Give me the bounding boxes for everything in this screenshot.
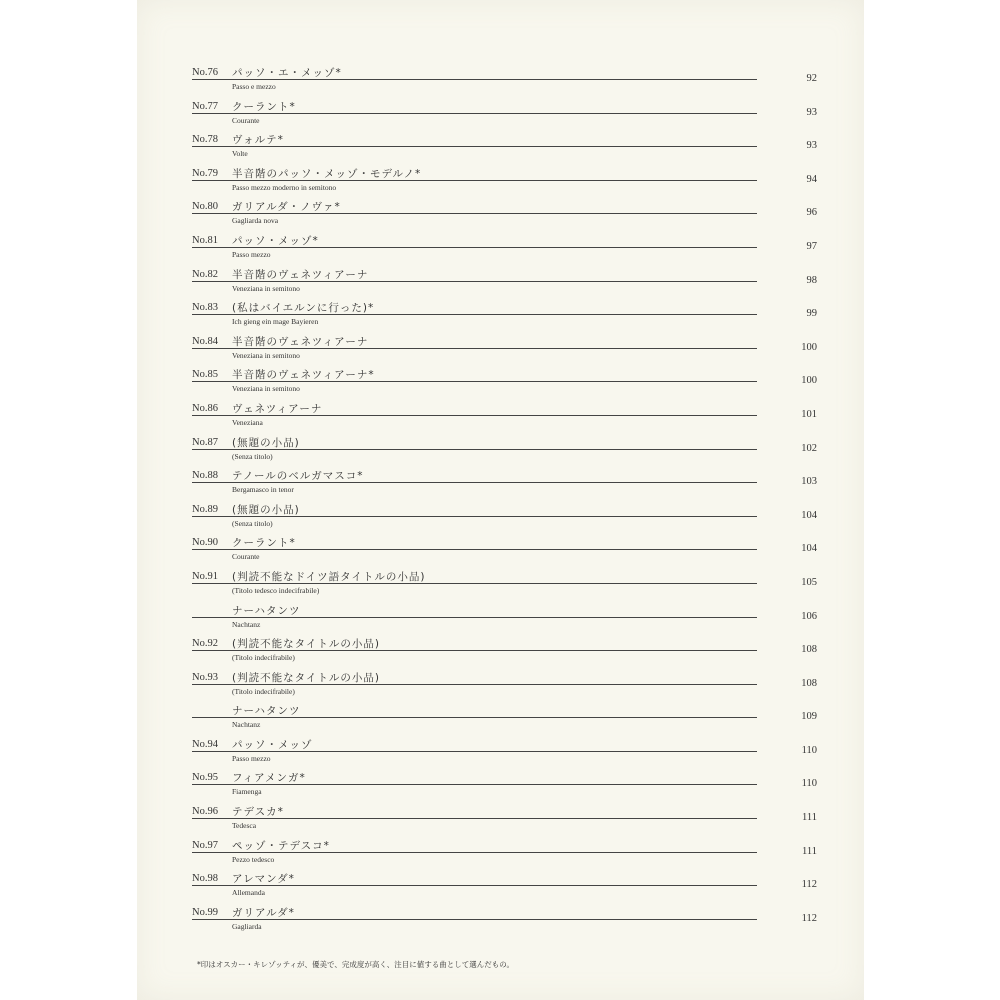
entry-title-original: Passo mezzo	[232, 753, 271, 763]
entry-title-ja: クーラント*	[232, 100, 296, 113]
entry-number: No.89	[192, 503, 218, 515]
entry-title-ja: (判読不能なドイツ語タイトルの小品)	[232, 570, 426, 583]
entry-number: No.78	[192, 134, 218, 146]
entry-page-number: 104	[801, 509, 817, 521]
entry-number: No.88	[192, 470, 218, 482]
entry-title-ja: (無題の小品)	[232, 503, 300, 516]
toc-entry	[192, 200, 817, 234]
toc-entry	[192, 133, 817, 167]
entry-title-original: (Senza titolo)	[232, 451, 273, 461]
entry-title-ja: パッソ・メッゾ	[232, 738, 313, 751]
entry-title-ja: ナーハタンツ	[232, 604, 301, 617]
entry-page-number: 105	[801, 576, 817, 588]
entry-page-number: 97	[806, 240, 817, 252]
entry-page-number: 106	[801, 610, 817, 622]
entry-number: No.98	[192, 873, 218, 885]
entry-number: No.76	[192, 67, 218, 78]
toc-entry	[192, 301, 817, 335]
entry-title-ja: 半音階のヴェネツィアーナ*	[232, 369, 375, 382]
entry-title-original: Allemanda	[232, 888, 265, 898]
entry-title-original: Nachtanz	[232, 619, 261, 629]
entry-number: No.91	[192, 570, 218, 582]
entry-title-ja: ガリアルダ・ノヴァ*	[232, 201, 341, 214]
entry-number: No.92	[192, 638, 218, 650]
entry-number: No.94	[192, 738, 218, 750]
entry-page-number: 99	[806, 308, 817, 320]
entry-page-number: 96	[806, 207, 817, 219]
entry-title-ja: 半音階のパッソ・メッゾ・モデルノ*	[232, 167, 422, 180]
entry-page-number: 108	[801, 677, 817, 689]
entry-number: No.97	[192, 839, 218, 851]
toc-entry	[192, 536, 817, 570]
entry-number: No.95	[192, 772, 218, 784]
entry-page-number: 109	[801, 711, 817, 723]
entry-title-original: Courante	[232, 552, 260, 562]
entry-number: No.77	[192, 100, 218, 112]
toc-entry	[192, 805, 817, 839]
entry-title-ja: ナーハタンツ	[232, 705, 301, 718]
footnote: *印はオスカー・キレゾッティが、優美で、完成度が高く、注目に値する曲として選んだもの。	[197, 960, 514, 969]
toc-entry	[192, 671, 817, 705]
toc-entry	[192, 906, 817, 940]
entry-number: No.86	[192, 402, 218, 414]
toc-entry	[192, 738, 817, 772]
entry-number: No.82	[192, 268, 218, 280]
toc-entry	[192, 66, 817, 100]
entry-number: No.81	[192, 234, 218, 246]
entry-title-original: (Titolo indecifrabile)	[232, 653, 295, 663]
entry-title-original: Nachtanz	[232, 720, 261, 730]
entry-page-number: 112	[801, 912, 817, 924]
toc-entry	[192, 503, 817, 537]
toc-entry	[192, 469, 817, 503]
entry-page-number: 110	[801, 778, 817, 790]
entry-page-number: 102	[801, 442, 817, 454]
entry-title-original: Courante	[232, 115, 260, 125]
entry-title-original: Fiamenga	[232, 787, 262, 797]
entry-page-number: 98	[806, 274, 817, 286]
entry-number: No.93	[192, 671, 218, 683]
toc-entry	[192, 839, 817, 873]
entry-title-ja: 半音階のヴェネツィアーナ	[232, 335, 369, 348]
entry-title-original: Tedesca	[232, 821, 257, 831]
entry-number: No.80	[192, 201, 218, 213]
toc-entry	[192, 167, 817, 201]
entry-title-original: Gagliarda	[232, 921, 262, 931]
entry-title-original: Veneziana in semitono	[232, 384, 300, 394]
toc-entry	[192, 771, 817, 805]
toc-entry	[192, 604, 817, 638]
entry-title-original: (Senza titolo)	[232, 518, 273, 528]
toc-entry	[192, 402, 817, 436]
entry-page-number: 100	[801, 341, 817, 353]
entry-page-number: 104	[801, 543, 817, 555]
entry-page-number: 100	[801, 375, 817, 387]
entry-page-number: 93	[806, 106, 817, 118]
entry-title-original: (Titolo tedesco indecifrabile)	[232, 585, 320, 595]
entry-number: No.99	[192, 906, 218, 918]
entry-title-ja: ガリアルダ*	[232, 906, 295, 919]
entry-page-number: 111	[802, 845, 817, 857]
entry-page-number: 110	[801, 744, 817, 756]
entry-title-ja: クーラント*	[232, 537, 296, 550]
entry-title-original: Passo mezzo	[232, 249, 271, 259]
entry-title-ja: テデスカ*	[232, 806, 284, 819]
entry-title-ja: 半音階のヴェネツィアーナ	[232, 268, 369, 281]
entry-title-original: Veneziana in semitono	[232, 350, 300, 360]
toc-entry	[192, 368, 817, 402]
entry-page-number: 108	[801, 644, 817, 656]
entry-number: No.79	[192, 167, 218, 179]
table-of-contents	[192, 66, 817, 939]
entry-title-ja: アレマンダ*	[232, 873, 295, 886]
entry-title-original: Gagliarda nova	[232, 216, 279, 226]
entry-title-original: Pezzo tedesco	[232, 854, 275, 864]
toc-entry	[192, 335, 817, 369]
entry-title-original: Volte	[232, 149, 248, 159]
entry-number: No.84	[192, 335, 218, 347]
entry-number: No.85	[192, 369, 218, 381]
entry-title-ja: (判読不能なタイトルの小品)	[232, 671, 380, 684]
entry-number: No.87	[192, 436, 218, 448]
entry-title-ja: ペッゾ・テデスコ*	[232, 839, 330, 852]
entry-page-number: 93	[806, 140, 817, 152]
toc-entry	[192, 268, 817, 302]
toc-entry	[192, 234, 817, 268]
entry-title-original: Passo e mezzo	[232, 82, 276, 91]
toc-entry	[192, 872, 817, 906]
entry-title-original: Veneziana in semitono	[232, 283, 300, 293]
entry-title-ja: パッソ・メッゾ*	[232, 234, 319, 247]
book-page	[137, 0, 864, 1000]
entry-title-original: Passo mezzo moderno in semitono	[232, 182, 337, 192]
entry-page-number: 111	[802, 812, 817, 824]
entry-title-ja: (無題の小品)	[232, 436, 300, 449]
toc-entry	[192, 100, 817, 134]
entry-title-original: Veneziana	[232, 417, 263, 427]
entry-page-number: 112	[801, 879, 817, 891]
toc-entry	[192, 436, 817, 470]
entry-page-number: 101	[801, 408, 817, 420]
entry-page-number: 94	[806, 173, 817, 185]
entry-title-ja: (判読不能なタイトルの小品)	[232, 638, 380, 651]
entry-title-original: (Titolo indecifrabile)	[232, 686, 295, 696]
entry-number: No.90	[192, 537, 218, 549]
toc-entry	[192, 570, 817, 604]
entry-page-number: 103	[801, 476, 817, 488]
entry-number: No.83	[192, 302, 218, 314]
toc-entry	[192, 704, 817, 738]
entry-title-ja: (私はバイエルンに行った)*	[232, 302, 375, 315]
entry-title-ja: フィアメンガ*	[232, 772, 306, 785]
toc-entry	[192, 637, 817, 671]
entry-title-original: Ich gieng ein mage Bayieren	[232, 317, 319, 327]
entry-title-original: Bergamasco in tenor	[232, 485, 294, 495]
entry-number: No.96	[192, 806, 218, 818]
entry-page-number: 92	[806, 73, 817, 84]
entry-title-ja: テノールのベルガマスコ*	[232, 470, 364, 483]
entry-title-ja: ヴォルテ*	[232, 134, 284, 147]
entry-title-ja: パッソ・エ・メッゾ*	[232, 67, 342, 79]
entry-title-ja: ヴェネツィアーナ	[232, 402, 323, 415]
